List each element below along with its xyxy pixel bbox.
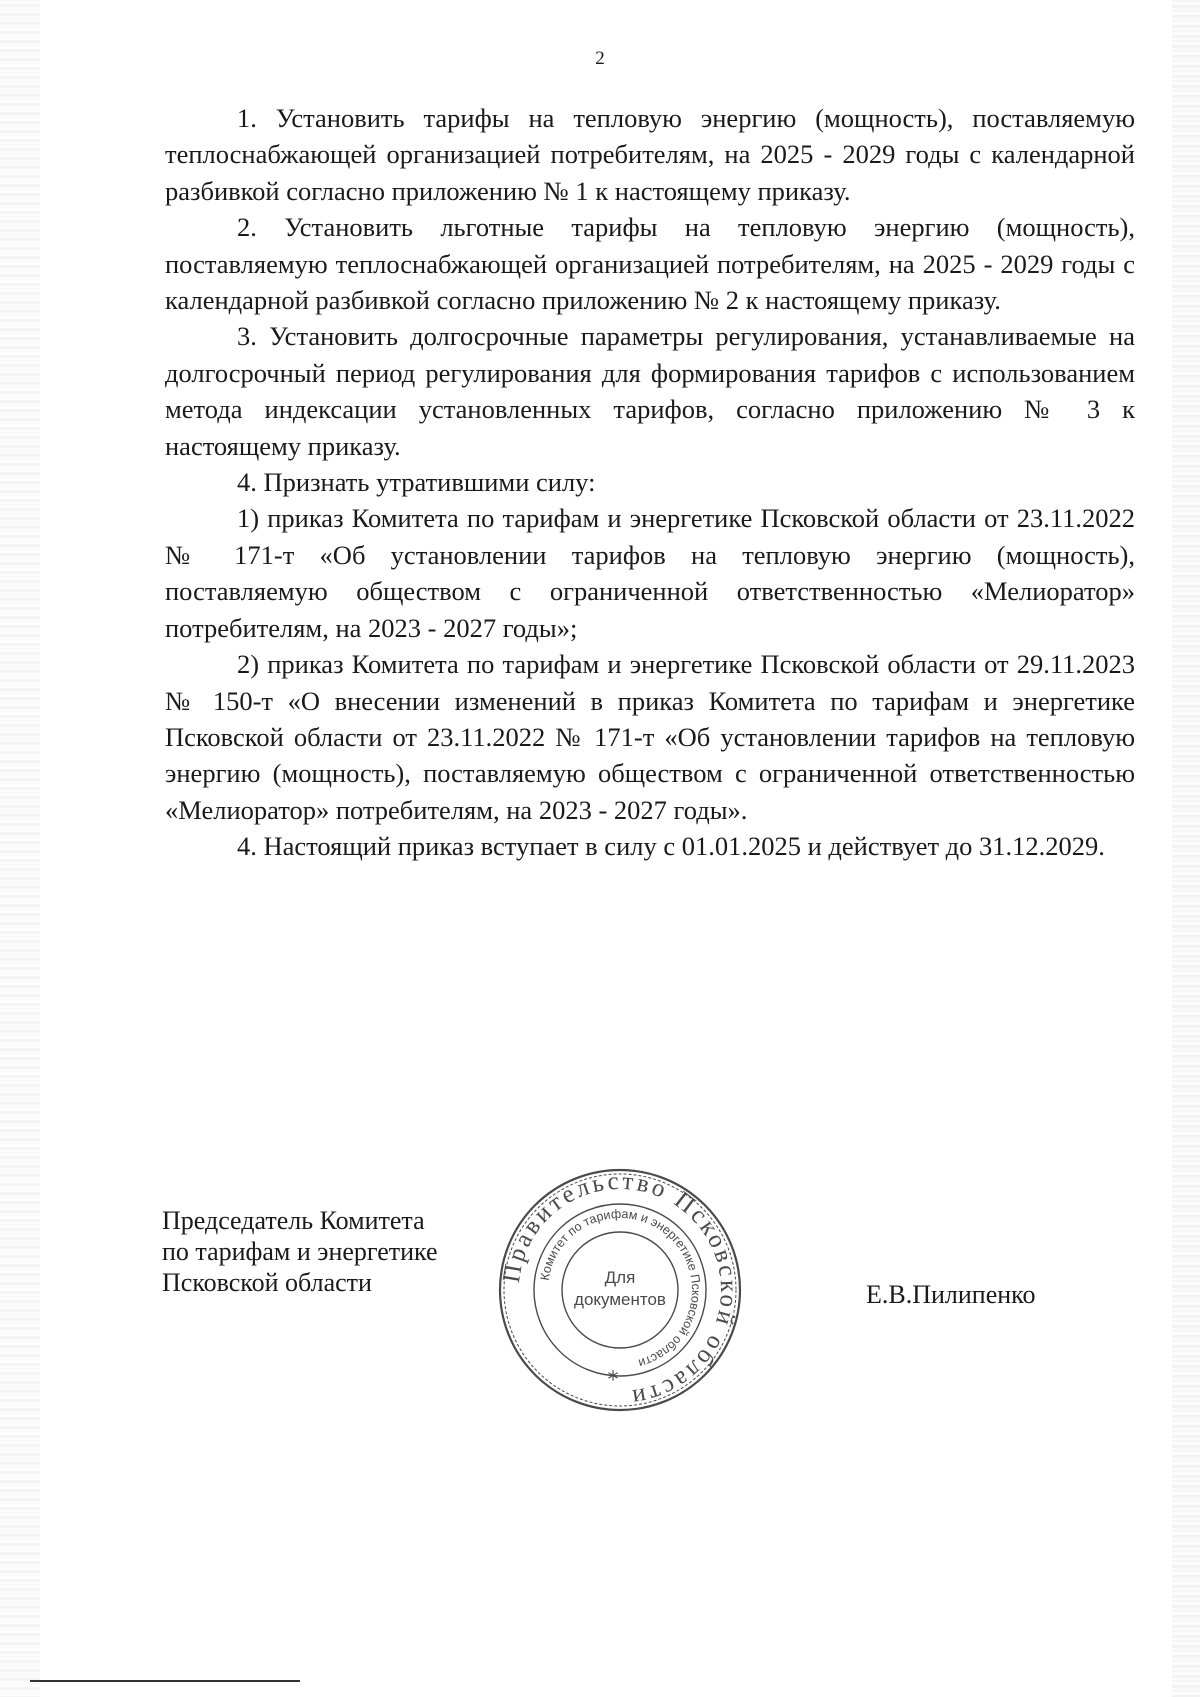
- signatory-title: [162, 1205, 438, 1298]
- seal-center-line-1: Для: [604, 1268, 636, 1287]
- paragraph-repeal-heading: 4. Признать утратившими силу:: [237, 467, 596, 498]
- footer-rule: [30, 1680, 300, 1682]
- page-number: 2: [595, 48, 605, 69]
- official-seal: [495, 1165, 745, 1415]
- paragraph-repeal-item-2: 2) приказ Комитета по тарифам и энергетике Псковской области от 29.11.2023 № 150-т «О внесении изменений в приказ Комитета по тарифам и энергетике Псковской области от 23.11.2022 № 171-т «Об установлении тарифов на тепловую энергию (мощность), поставляемую обществом с ограниченной ответственностью «Мелиоратор» потребителям, на 2023 - 2027 годы».: [165, 649, 1135, 825]
- paragraph-tariffs: 1. Установить тарифы на тепловую энергию (мощность), поставляемую теплоснабжающей организацией потребителям, на 2025 - 2029 годы с календарной разбивкой согласно приложению № 1 к настоящему приказу.: [165, 103, 1135, 206]
- seal-outer-text: Правительство Псковской области: [497, 1167, 743, 1412]
- signatory-name: Е.В.Пилипенко: [866, 1280, 1036, 1309]
- paragraph-effective-date: 4. Настоящий приказ вступает в силу с 01.01.2025 и действует до 31.12.2029.: [237, 831, 1105, 862]
- scan-edge-left: [0, 0, 40, 1697]
- signatory-title-line-1: Председатель Комитета: [162, 1206, 425, 1235]
- paragraph-repeal-item-1: 1) приказ Комитета по тарифам и энергетике Псковской области от 23.11.2022 № 171-т «Об установлении тарифов на тепловую энергию (мощность), поставляемую обществом с ограниченной ответственностью «Мелиоратор» потребителям, на 2023 - 2027 годы»;: [165, 503, 1135, 643]
- seal-star: *: [607, 1368, 619, 1393]
- seal-inner-text: Комитет по тарифам и энергетике Псковской области: [537, 1206, 704, 1371]
- order-body: [165, 100, 1135, 865]
- paragraph-preferential-tariffs: 2. Установить льготные тарифы на тепловую энергию (мощность), поставляемую теплоснабжающей организацией потребителям, на 2025 - 2029 годы с календарной разбивкой согласно приложению № 2 к настоящему приказу.: [165, 212, 1135, 316]
- signatory-title-line-3: Псковской области: [162, 1268, 372, 1297]
- paragraph-long-term-parameters: 3. Установить долгосрочные параметры регулирования, устанавливаемые на долгосрочный период регулирования для формирования тарифов с использованием метода индексации установленных тарифов, согласно приложению № 3 к настоящему приказу.: [165, 321, 1135, 461]
- scan-edge-right: [1172, 0, 1200, 1697]
- signatory-title-line-2: по тарифам и энергетике: [162, 1237, 438, 1266]
- seal-center-line-2: документов: [574, 1290, 666, 1309]
